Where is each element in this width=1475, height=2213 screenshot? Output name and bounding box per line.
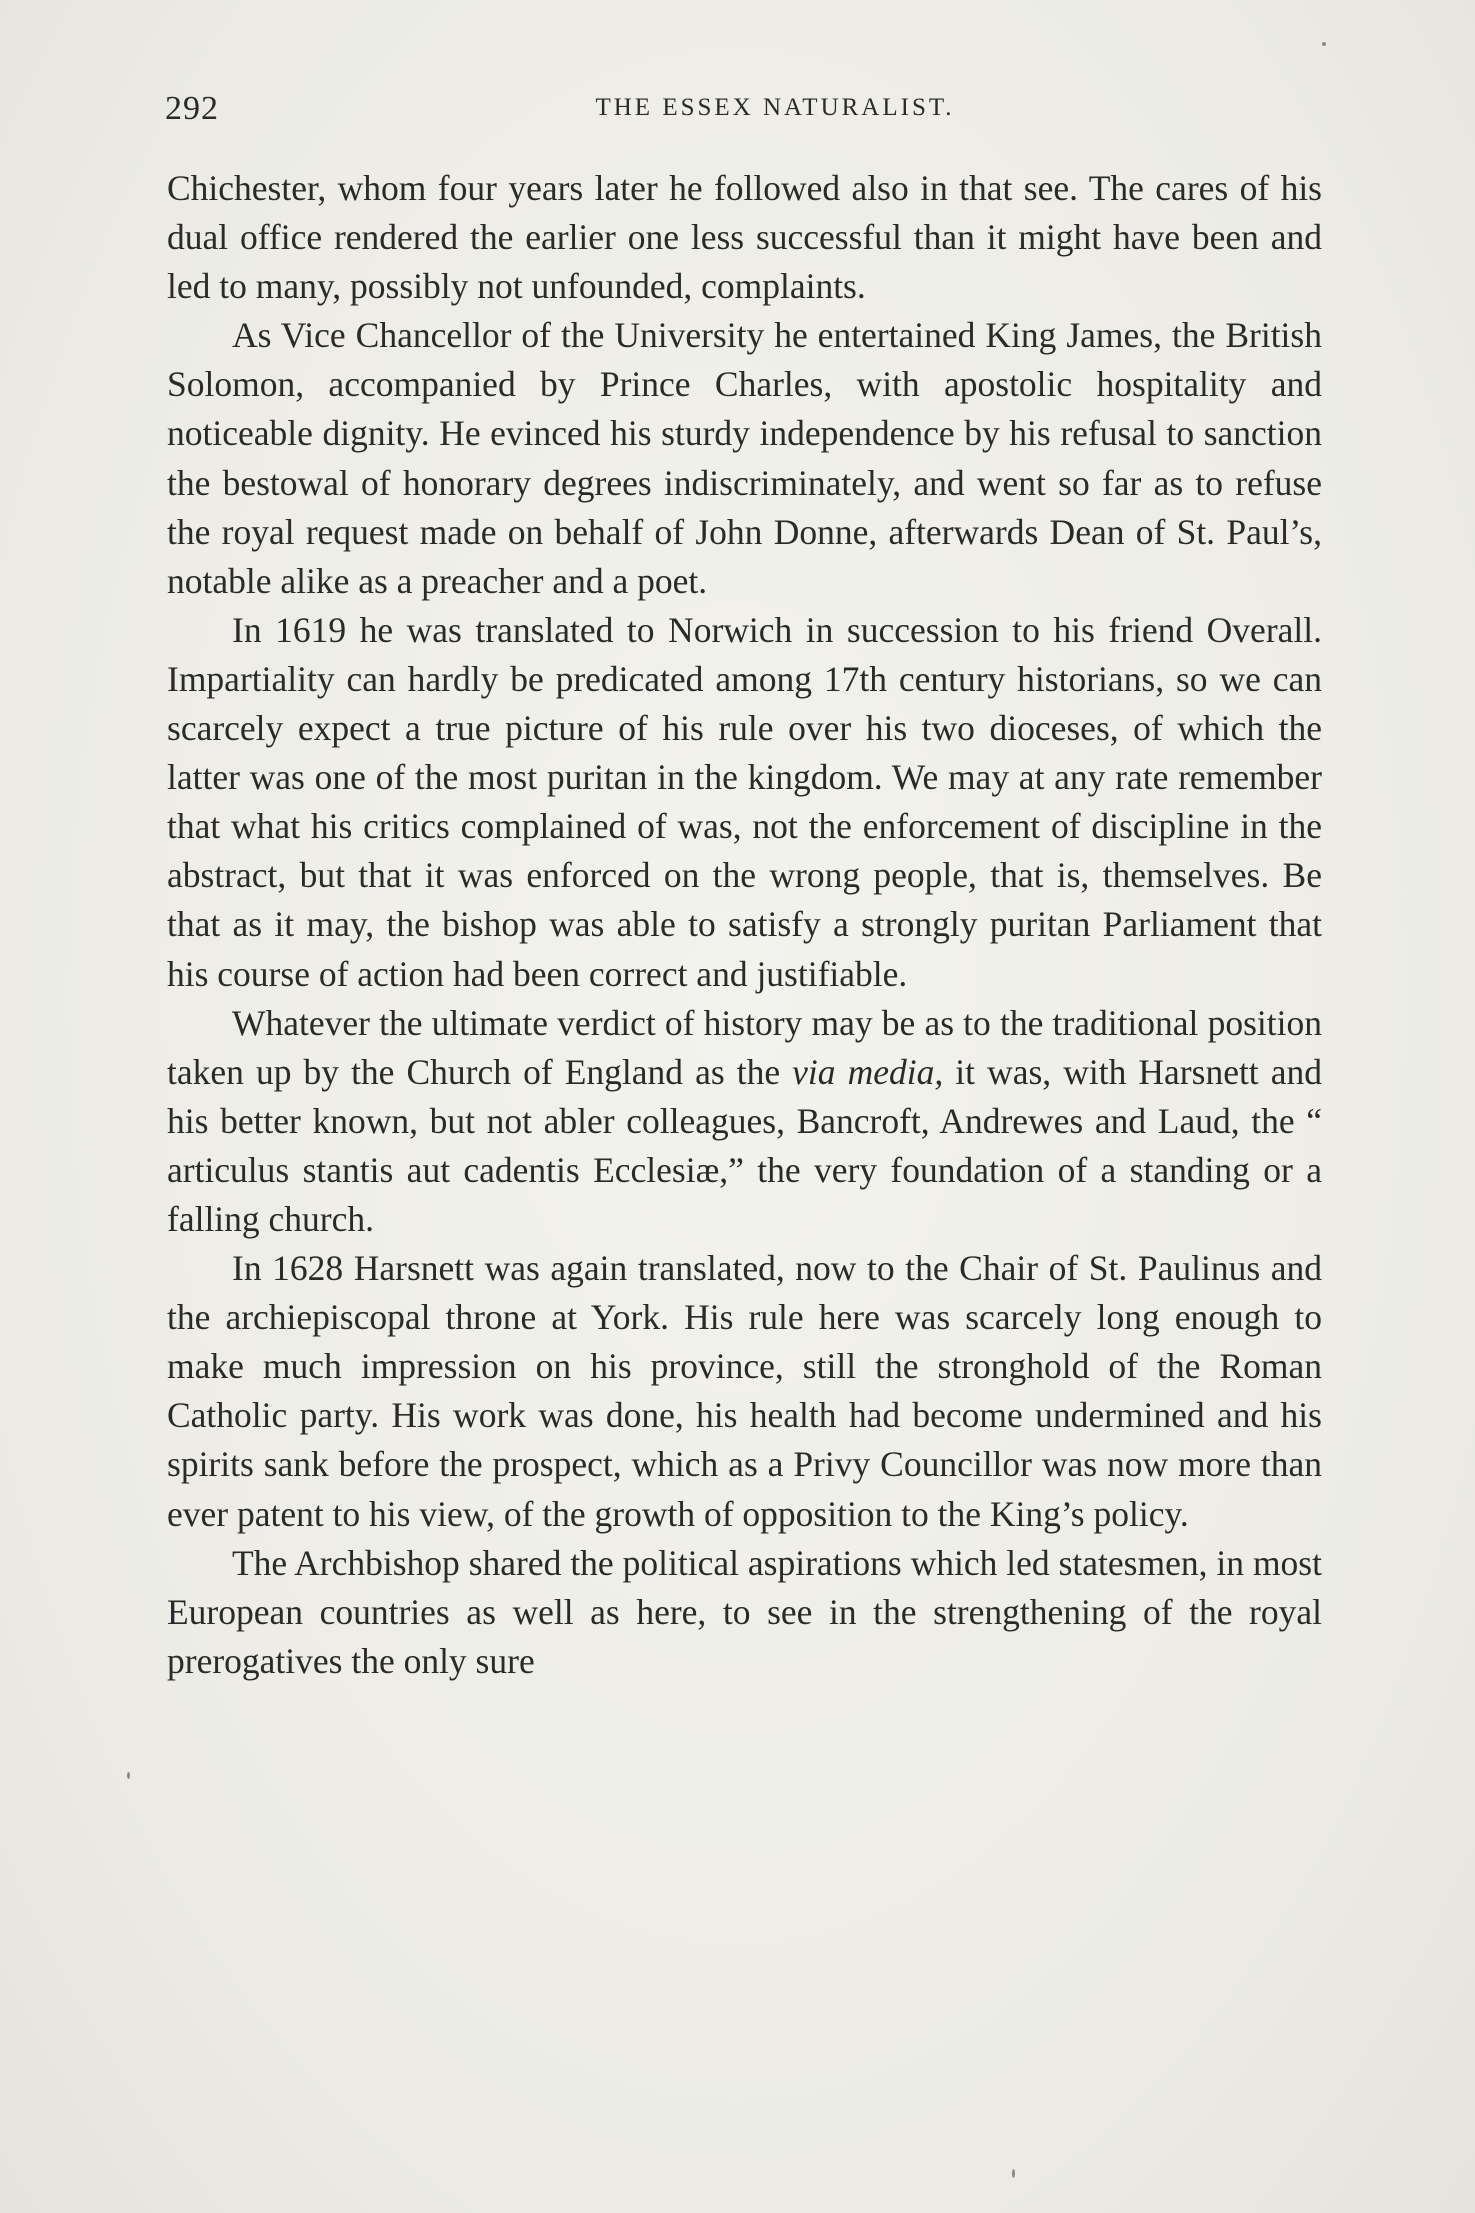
paper-speck [127,1772,130,1779]
paragraph-4-italic-phrase: via media, [792,1051,944,1092]
page-number: 292 [165,90,219,127]
journal-title: THE ESSEX NATURALIST. [595,94,955,121]
paragraph-3: In 1619 he was translated to Norwich in succession to his friend Overall. Impartiality can hardly be predicated among 17th century historians, so we can scarcely expect a true picture of his rule over his two dioceses, of which the latter was one of the most puritan in the kingdom. We may at any rate remember that what his critics complained of was, not the enforcement of discipline in the abstract, but that it was enforced on the wrong people, that is, themselves. Be that as it may, the bishop was able to satisfy a strongly puritan Parliament that his course of action had been correct and justifiable. [167,609,1322,994]
paragraph-4-text-after: it was, with Harsnett and his better known, but not abler colleagues, Bancroft, Andrewes and Laud, the “ articulus stantis aut cadentis Ecclesiæ,” the very foundation of a standing or a falling church. [167,1051,1322,1239]
paper-speck [1012,2169,1015,2178]
paragraph-4-text-before: Whatever the ultimate verdict of history may be as to the traditional position taken up by the Church of England as the [167,1002,1322,1092]
running-head [165,90,1325,130]
paragraph-5: In 1628 Harsnett was again translated, now to the Chair of St. Paulinus and the archiepiscopal throne at York. His rule here was scarcely long enough to make much impression on his province, still the stronghold of the Roman Catholic party. His work was done, his health had become undermined and his spirits sank before the prospect, which as a Privy Councillor was now more than ever patent to his view, of the growth of opposition to the King’s policy. [167,1248,1322,1534]
paragraph-1: Chichester, whom four years later he followed also in that see. The cares of his dual office rendered the earlier one less successful than it might have been and led to many, possibly not unfounded, complaints. [167,168,1322,307]
body-text [167,164,1322,1686]
paragraph-6: The Archbishop shared the political aspirations which led statesmen, in most European countries as well as here, to see in the strengthening of the royal prerogatives the only sure [167,1542,1322,1681]
paragraph-2: As Vice Chancellor of the University he entertained King James, the British Solomon, accompanied by Prince Charles, with apostolic hospitality and noticeable dignity. He evinced his sturdy independence by his refusal to sanction the bestowal of honorary degrees indiscriminately, and went so far as to refuse the royal request made on behalf of John Donne, afterwards Dean of St. Paul’s, notable alike as a preacher and a poet. [167,315,1322,601]
paragraph-4 [167,999,1322,1244]
paper-speck [1322,42,1326,46]
